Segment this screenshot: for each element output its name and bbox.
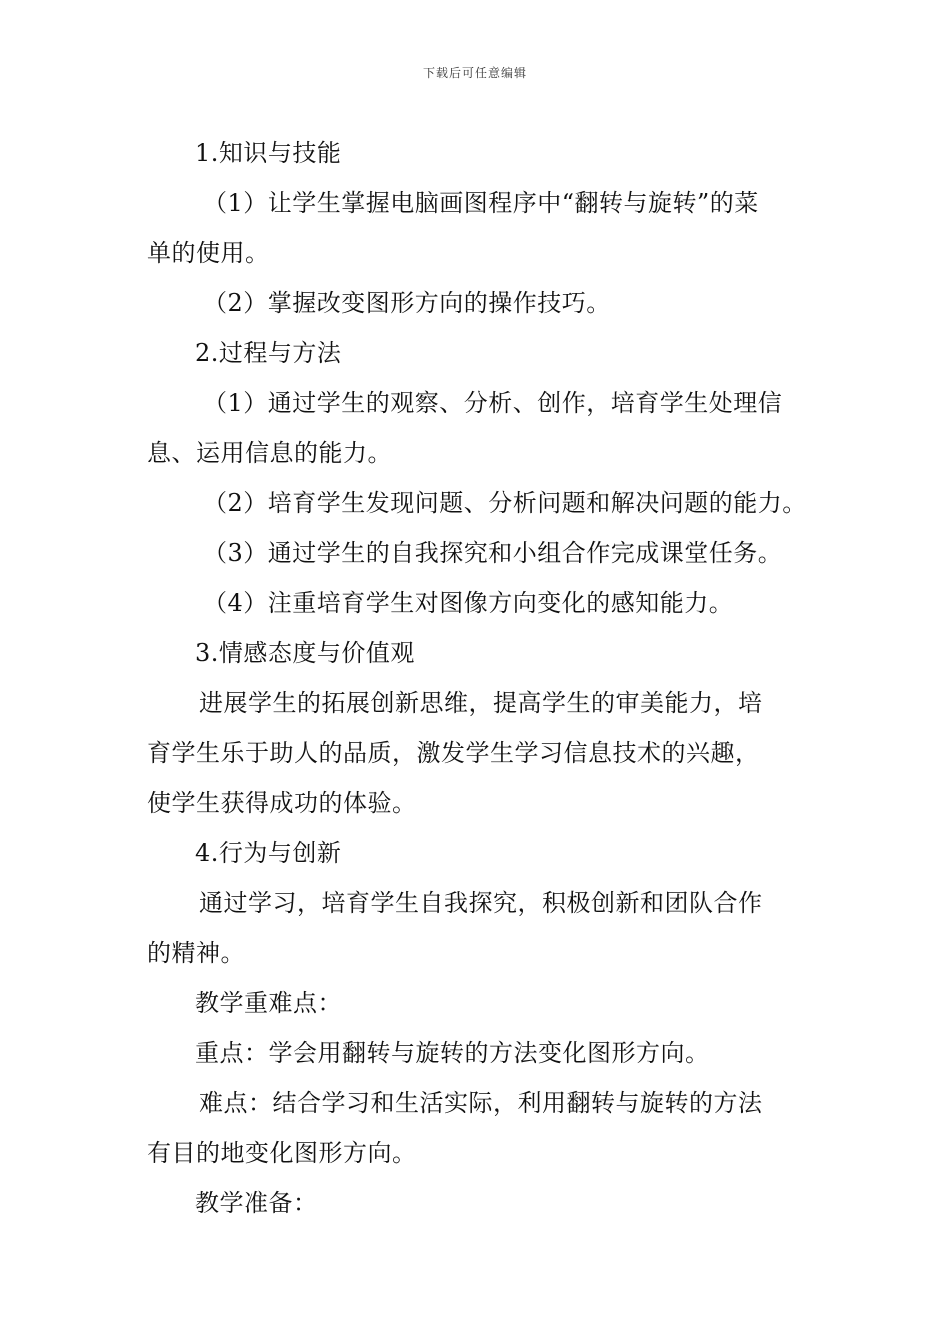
list-item: （4）注重培育学生对图像方向变化的感知能力。	[203, 589, 734, 617]
list-item: （1）让学生掌握电脑画图程序中“翻转与旋转”的菜	[203, 189, 759, 217]
key-point-line: 重点：学会用翻转与旋转的方法变化图形方向。	[195, 1039, 710, 1067]
list-item-continuation: 单的使用。	[147, 239, 270, 267]
section-heading-preparation: 教学准备：	[195, 1189, 318, 1217]
paragraph-line: 通过学习，培育学生自我探究，积极创新和团队合作	[199, 889, 763, 917]
section-heading-attitude: 3.情感态度与价值观	[195, 639, 415, 667]
section-heading-behavior: 4.行为与创新	[195, 839, 342, 867]
paragraph-line: 育学生乐于助人的品质，激发学生学习信息技术的兴趣，	[147, 739, 760, 767]
document-body	[147, 128, 811, 1228]
difficulty-line: 难点：结合学习和生活实际，利用翻转与旋转的方法	[199, 1089, 763, 1117]
list-item: （3）通过学生的自我探究和小组合作完成课堂任务。	[203, 539, 783, 567]
section-heading-process: 2.过程与方法	[195, 339, 342, 367]
paragraph-line: 使学生获得成功的体验。	[147, 789, 417, 817]
list-item: （1）通过学生的观察、分析、创作，培育学生处理信	[203, 389, 783, 417]
difficulty-line-continuation: 有目的地变化图形方向。	[147, 1139, 417, 1167]
section-heading-knowledge: 1.知识与技能	[195, 139, 342, 167]
list-item: （2）掌握改变图形方向的操作技巧。	[203, 289, 611, 317]
section-heading-key-points: 教学重难点：	[195, 989, 342, 1017]
paragraph-line: 进展学生的拓展创新思维，提高学生的审美能力，培	[199, 689, 763, 717]
paragraph-line: 的精神。	[147, 939, 245, 967]
page-header: 下载后可任意编辑	[422, 66, 527, 80]
list-item-continuation: 息、运用信息的能力。	[147, 439, 392, 467]
list-item: （2）培育学生发现问题、分析问题和解决问题的能力。	[203, 489, 807, 517]
